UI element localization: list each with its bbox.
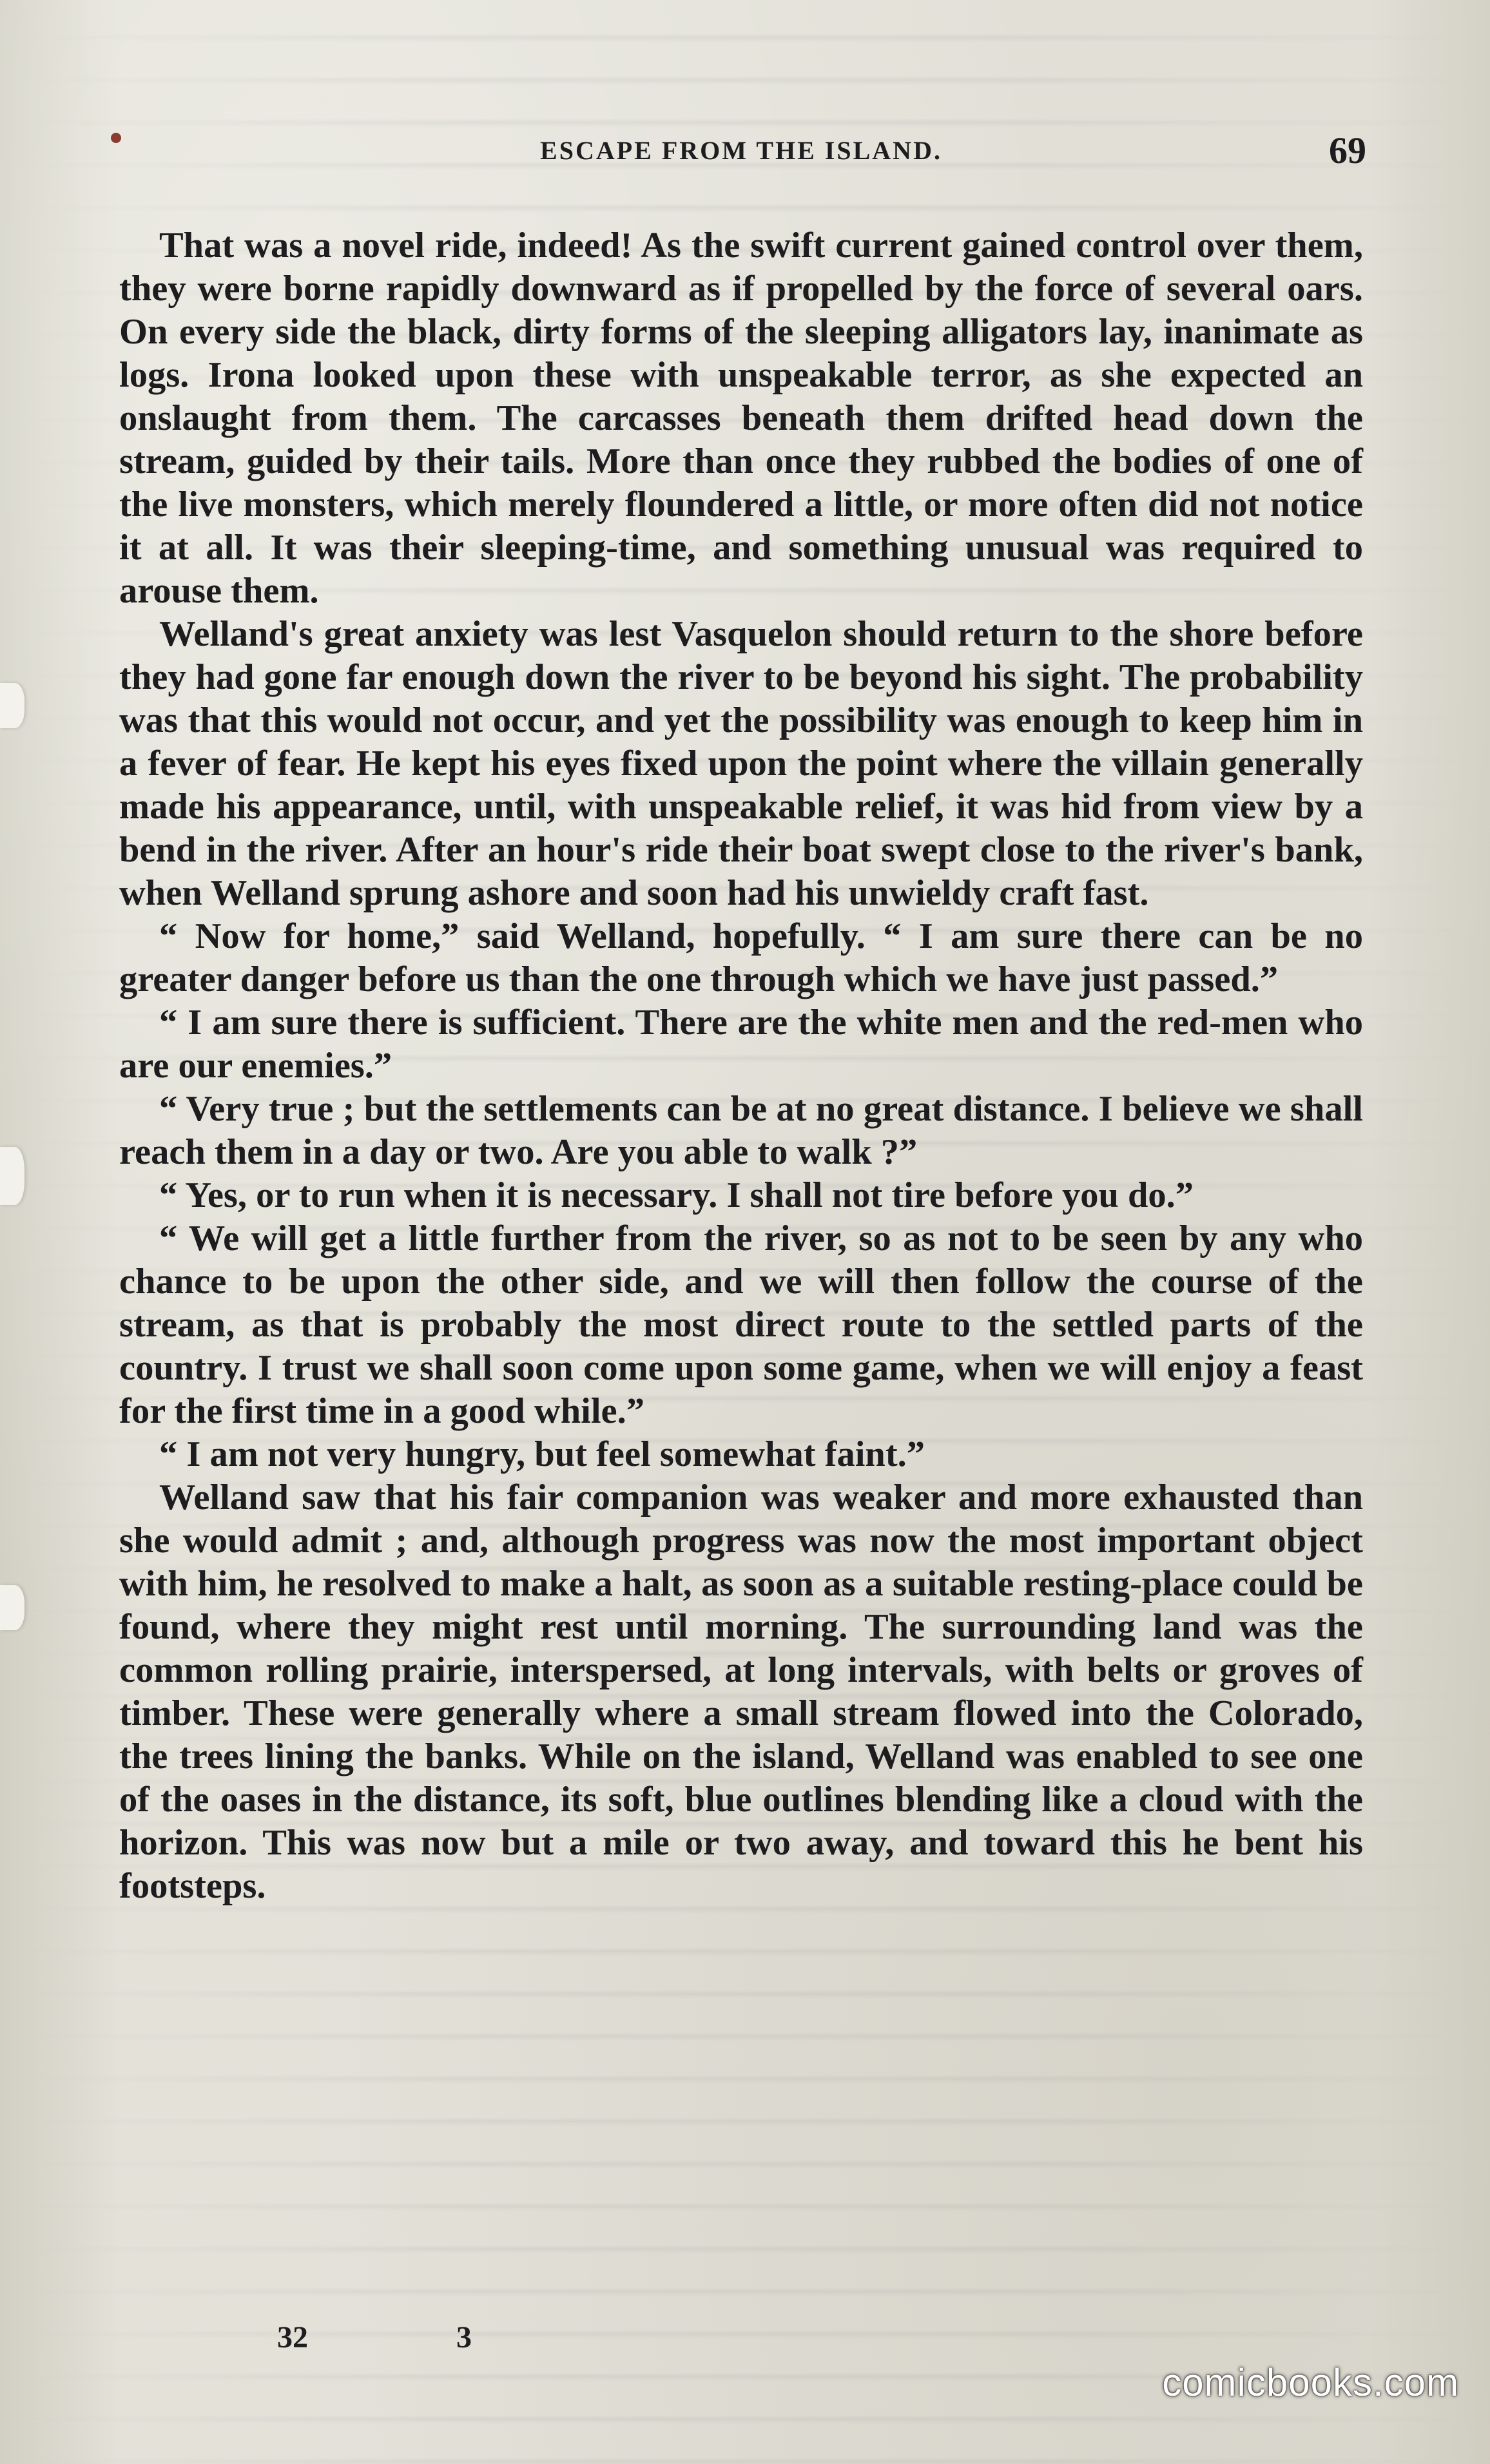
- page-header: [116, 129, 1366, 174]
- page-edge-tear: [0, 1147, 24, 1205]
- paragraph: “ I am sure there is sufficient. There are the white men and the red-men who are our enemies.”: [119, 1003, 1363, 1086]
- paragraph: That was a novel ride, indeed! As the swift current gained control over them, they were borne rapidly downward as if propelled by the force of several oars. On every side the black, dirty forms of the sleeping alligators lay, inanimate as logs. Irona looked upon these with unspeakable terror, as she expected an onslaught from them. The carcasses beneath them drifted head down the stream, guided by their tails. More than once they rubbed the bodies of one of the live monsters, which merely floundered a little, or more often did not notice it at all. It was their sleeping-time, and something unusual was required to arouse them.: [119, 226, 1363, 611]
- gathering-mark: 3: [456, 2320, 472, 2354]
- paragraph: “ Very true ; but the settlements can be at no great distance. I believe we shall reach them in a day or two. Are you able to walk ?”: [119, 1089, 1363, 1172]
- paragraph: Welland saw that his fair companion was weaker and more exhausted than she would admit ; and, although progress was now the most important object with him, he resolved to make a halt, as soon as a suitable resting-place could be found, where they might rest until morning. The surrounding land was the common rolling prairie, interspersed, at long intervals, with belts or groves of timber. These were generally where a small stream flowed into the Colorado, the trees lining the banks. While on the island, Welland was enabled to see one of the oases in the distance, its soft, blue outlines blending like a cloud with the horizon. This was now but a mile or two away, and toward this he bent his footsteps.: [119, 1477, 1363, 1906]
- paragraph: “ Now for home,” said Welland, hopefully. “ I am sure there can be no greater danger before us than the one through which we have just passed.”: [119, 916, 1363, 999]
- signature-mark: 32: [277, 2320, 308, 2354]
- paragraph: “ I am not very hungry, but feel somewhat faint.”: [159, 1434, 925, 1474]
- paragraph: “ Yes, or to run when it is necessary. I shall not tire before you do.”: [159, 1175, 1194, 1215]
- page-number: 69: [1329, 130, 1366, 171]
- paragraph: Welland's great anxiety was lest Vasquelon should return to the shore before they had gone far enough down the river to be beyond his sight. The probability was that this would not occur, and yet the possibility was enough to keep him in a fever of fear. He kept his eyes fixed upon the point where the villain generally made his appearance, until, with unspeakable relief, it was hid from view by a bend in the river. After an hour's ride their boat swept close to the river's bank, when Welland sprung ashore and soon had his unwieldy craft fast.: [119, 614, 1363, 913]
- page-footer: [277, 2320, 620, 2355]
- watermark: comicbooks.com: [1162, 2361, 1459, 2404]
- body-text: [119, 224, 1363, 1908]
- running-title: ESCAPE FROM THE ISLAND.: [540, 136, 942, 165]
- page-edge-tear: [0, 683, 24, 728]
- page-edge-tear: [0, 1585, 24, 1630]
- paragraph: “ We will get a little further from the river, so as not to be seen by any who chance to be upon the other side, and we will then follow the course of the stream, as that is probably the most direct route to the settled parts of the country. I trust we shall soon come upon some game, when we will enjoy a feast for the first time in a good while.”: [119, 1218, 1363, 1431]
